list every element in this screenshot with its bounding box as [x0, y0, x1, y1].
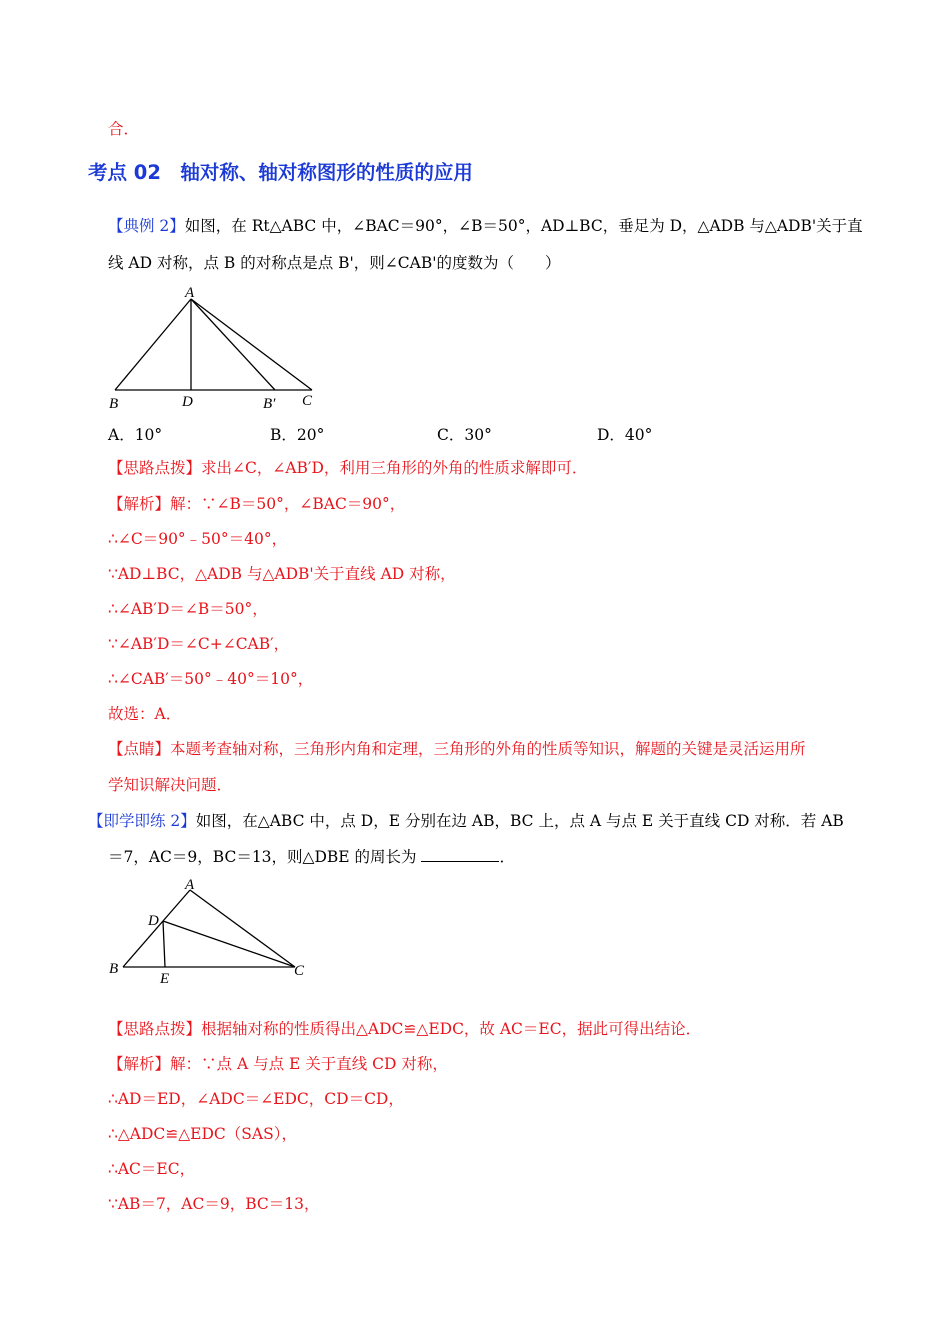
example1-solution-line: 故选：A． [108, 705, 182, 723]
example1-comment-tag: 【点睛】 [108, 740, 171, 758]
example1-solution-line: ∵AD⊥BC，△ADB 与△ADB'关于直线 AD 对称， [108, 565, 456, 583]
example2-solution-tag: 【解析】 [108, 1055, 171, 1073]
example1-solution-line: ∵∠AB′D＝∠C+∠CAB′， [108, 635, 290, 653]
example2-solution-line: ∴AD＝ED，∠ADC＝∠EDC，CD＝CD， [108, 1090, 404, 1108]
example2-question-line2 [108, 845, 515, 869]
example2-question-text2: ＝7，AC＝9，BC＝13，则△DBE 的周长为 [108, 848, 417, 866]
fig2-label-a: A [185, 877, 195, 893]
example2-hint [108, 1017, 701, 1041]
example1-hint-text: 求出∠C，∠AB′D，利用三角形的外角的性质求解即可． [201, 459, 588, 477]
continued-text: 合． [108, 120, 140, 138]
option-a: A．10° [108, 426, 163, 444]
example1-hint-tag: 【思路点拨】 [108, 459, 202, 477]
fig1-label-d: D [182, 394, 193, 410]
example1-tag: 【典例 2】 [108, 217, 185, 235]
fig1-label-c: C [302, 393, 313, 409]
example1-solution-line: ∴∠CAB′＝50°﹣40°＝10°， [108, 670, 314, 688]
fig2-label-c: C [294, 963, 305, 979]
fig1-label-bprime: B′ [263, 396, 276, 412]
fig2-label-b: B [109, 961, 119, 977]
example1-comment-line2: 学知识解决问题． [108, 776, 233, 794]
option-b: B．20° [270, 426, 325, 444]
example2-question-end: ． [499, 848, 515, 866]
example2-hint-tag: 【思路点拨】 [108, 1020, 202, 1038]
fig1-label-b: B [109, 396, 119, 412]
example2-solution-line: ∵AB＝7，AC＝9，BC＝13， [108, 1195, 320, 1213]
example1-solution-text: 解：∵∠B＝50°，∠BAC＝90°， [170, 495, 406, 513]
option-c: C．30° [437, 426, 492, 444]
example2-tag: 【即学即练 2】 [88, 812, 196, 830]
answer-blank[interactable] [421, 845, 499, 862]
example1-solution-line [108, 492, 405, 516]
example2-question-text: 如图，在△ABC 中，点 D，E 分别在边 AB，BC 上，点 A 与点 E 关于直线 CD 对称．若 AB [195, 812, 844, 830]
example1-comment-text: 本题考查轴对称，三角形内角和定理，三角形的外角的性质等知识，解题的关键是灵活运用所 [170, 740, 806, 758]
example2-hint-text: 根据轴对称的性质得出△ADC≌△EDC，故 AC＝EC，据此可得出结论． [201, 1020, 702, 1038]
section-heading: 考点 02 轴对称、轴对称图形的性质的应用 [88, 161, 473, 184]
fig2-label-e: E [160, 971, 170, 987]
fig1-label-a: A [185, 285, 195, 301]
example1-comment-line1 [108, 737, 806, 761]
example1-solution-line: ∴∠AB′D＝∠B＝50°， [108, 600, 268, 618]
option-d: D．40° [597, 426, 653, 444]
example2-solution-text: 解：∵点 A 与点 E 关于直线 CD 对称， [170, 1055, 448, 1073]
example2-solution-line [108, 1052, 448, 1076]
example1-question-line2: 线 AD 对称，点 B 的对称点是点 B'，则∠CAB'的度数为（ ） [108, 254, 561, 272]
example1-hint [108, 456, 587, 480]
example2-solution-line: ∴AC＝EC， [108, 1160, 196, 1178]
fig2-label-d: D [148, 913, 159, 929]
figure-triangle-abc-2 [100, 873, 320, 988]
example2-question-line1 [88, 809, 844, 833]
example1-solution-tag: 【解析】 [108, 495, 171, 513]
example2-solution-line: ∴△ADC≌△EDC（SAS）， [108, 1125, 297, 1143]
example1-question-line1 [108, 214, 863, 238]
example1-solution-line: ∴∠C＝90°﹣50°＝40°， [108, 530, 288, 548]
figure-triangle-abc-1 [100, 282, 320, 412]
example1-question-text: 如图，在 Rt△ABC 中，∠BAC＝90°，∠B＝50°，AD⊥BC，垂足为 D，△ADB 与△ADB'关于直 [184, 217, 863, 235]
